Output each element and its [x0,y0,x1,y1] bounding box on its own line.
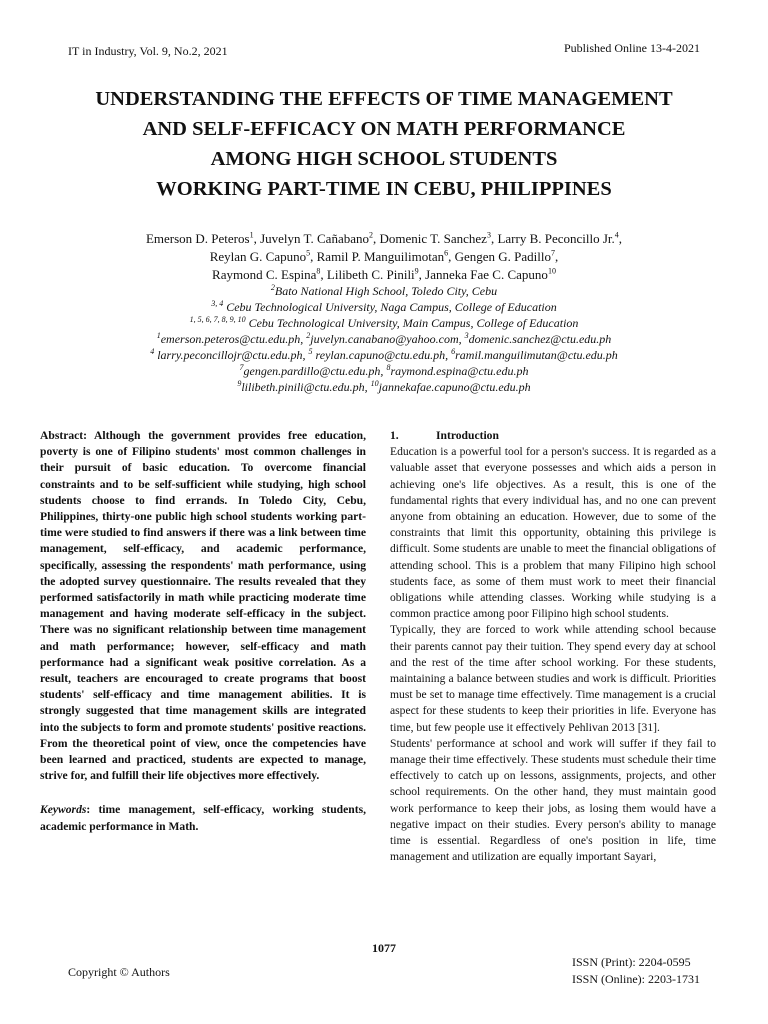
keywords [40,802,366,834]
section-heading [390,428,716,444]
email-line [40,331,728,347]
title-line: AMONG HIGH SCHOOL STUDENTS [210,148,558,170]
author-sep: , [555,249,559,264]
author-line [40,230,728,248]
author-name: , Larry B. Peconcillo Jr. [490,231,615,246]
author-marker: 5 [306,248,311,258]
copyright: Copyright © Authors [68,965,170,979]
author-marker: 1 [249,230,254,240]
affiliation [40,299,728,315]
page-number: 1077 [372,941,396,955]
intro-paragraph: Typically, they are forced to work while attending school because their parents cannot pay their tuition. They spend every day at school and the rest of the time after school working. For these students, maintaining a balance between studies and work is difficult. Priorities must be set to manage time effectively. Time management is a crucial aspect for these students to keep their priorities in life. Everyone has time, but few people use it effectively Pehlivan 2013 [31]. [390,623,716,734]
title-line: AND SELF-EFFICACY ON MATH PERFORMANCE [142,118,626,140]
email: ramil.manguilimutan@ctu.edu.ph [455,348,618,362]
email-marker: 4 [150,347,155,356]
affiliation [40,315,728,331]
email: emerson.peteros@ctu.edu.ph, [160,332,307,346]
author-marker: 8 [316,266,321,276]
author-line [40,248,728,266]
author-name: , Ramil P. Manguilimotan [310,249,445,264]
email: larry.peconcillojr@ctu.edu.ph, [154,348,309,362]
email-line [40,379,728,395]
paper-title [40,84,728,204]
affiliation-text: Cebu Technological University, Naga Campus, College of Education [223,300,557,314]
email-marker: 7 [239,363,244,372]
issn-print: ISSN (Print): 2204-0595 [572,955,691,969]
email: jannekafae.capuno@ctu.edu.ph [378,380,531,394]
author-marker: 4 [614,230,619,240]
intro-paragraph: Students' performance at school and work will suffer if they fail to manage their time effectively. These students must schedule their time effectively to catch up on lessons, assignments, projects, and other school requirements. On the other hand, they must maintain good work performance to keep their jobs, as losing them would have a negative impact on their studies. Every person's ability to manage time is essential. Regardless of one's position in life, time management and utilization are equally important Sayari, [390,736,716,864]
email-marker: 2 [306,331,311,340]
intro-paragraph: Education is a powerful tool for a person's success. It is regarded as a valuable asset that everyone possesses and which aids a person in achieving one's life objectives. As a result, this is one of the fundamental rights that every individual has, and no one can prevent anyone from obtaining an education. However, due to some of the constraints that limit this opportunity, obtaining this privilege is difficult. Some students are unable to meet the financial obligations of attending school. This is a problem that many Filipino high school students face, as some of them must work to meet their financial obligations while attending classes. Working while studying is a common practice among poor Filipino high school students. [390,445,716,621]
email-marker: 1 [156,331,161,340]
section-title: Introduction [436,429,499,442]
affiliation-marker: 1, 5, 6, 7, 8, 9, 10 [189,315,246,324]
author-name: Reylan G. Capuno [209,249,307,264]
author-marker: 7 [551,248,556,258]
email-marker: 5 [308,347,313,356]
author-name: , Janneka Fae C. Capuno [418,267,548,282]
email-marker: 10 [370,379,379,388]
author-line [40,266,728,284]
right-column [390,428,716,865]
keywords-label: Keywords [40,803,87,817]
affiliation-marker: 3, 4 [211,299,224,308]
published-date: Published Online 13-4-2021 [564,41,700,55]
author-marker: 9 [414,266,419,276]
author-name: Emerson D. Peteros [145,231,250,246]
email-marker: 8 [386,363,391,372]
email: gengen.pardillo@ctu.edu.ph, [243,364,387,378]
author-marker: 3 [486,230,491,240]
author-sep: , [618,231,623,246]
issn-online: ISSN (Online): 2203-1731 [572,972,700,986]
affiliation [40,283,728,299]
affiliation-list [40,283,728,395]
email-marker: 6 [451,347,456,356]
email: reylan.capuno@ctu.edu.ph, [312,348,452,362]
author-marker: 2 [369,230,373,240]
author-name: , Domenic T. Sanchez [373,231,487,246]
section-number: 1. [390,429,399,442]
affiliation-text: Cebu Technological University, Main Campus, College of Education [245,316,579,330]
keywords-text: : time management, self-efficacy, working students, academic performance in Math. [40,803,366,833]
author-name: , Juvelyn T. Cañabano [253,231,369,246]
email: domenic.sanchez@ctu.edu.ph [468,332,612,346]
author-marker: 6 [444,248,449,258]
email-line [40,363,728,379]
author-list [40,230,728,284]
issn-block [572,954,700,988]
affiliation-marker: 2 [270,283,275,292]
author-name: , Gengen G. Padillo [448,249,552,264]
author-marker: 10 [547,266,556,276]
title-line: WORKING PART-TIME IN CEBU, PHILIPPINES [156,178,612,200]
title-line: UNDERSTANDING THE EFFECTS OF TIME MANAGEMENT [95,88,673,110]
email-line [40,347,728,363]
email: raymond.espina@ctu.edu.ph [390,364,529,378]
author-name: Raymond C. Espina [212,267,317,282]
affiliation-text: Bato National High School, Toledo City, Cebu [274,284,498,298]
email-marker: 9 [237,379,242,388]
abstract: Abstract: Although the government provides free education, poverty is one of Filipino students' most common challenges in their pursuit of basic education. To overcome financial constraints and to be self-sufficient while studying, high school students choose to find errands. In Toledo City, Cebu, Philippines, thirty-one public high school students working part-time were studied to find answers if there was a link between time management, self-efficacy, and academic performance, specifically, assessing the respondents' math performance, using the adopted survey questionnaire. The results revealed that they performed satisfactorily in math while practicing moderate time management and having moderate self-efficacy in the subject. There was no significant relationship between time management and math performance; however, self-efficacy and math performance had a significant weak positive correlation. As a result, teachers are encouraged to create programs that boost students' self-efficacy and time management abilities. It is strongly suggested that time management skills are integrated into the subjects to form and promote students' positive reactions. From the theoretical point of view, once the competencies have been learned and practiced, students are expected to manage, strive for, and fulfill their life objectives more effectively. [40,429,366,783]
email: juvelyn.canabano@yahoo.com, [310,332,465,346]
journal-header: IT in Industry, Vol. 9, No.2, 2021 [68,44,228,58]
email-marker: 3 [464,331,469,340]
left-column [40,428,366,835]
email: lilibeth.pinili@ctu.edu.ph, [241,380,371,394]
author-name: , Lilibeth C. Pinili [320,267,415,282]
